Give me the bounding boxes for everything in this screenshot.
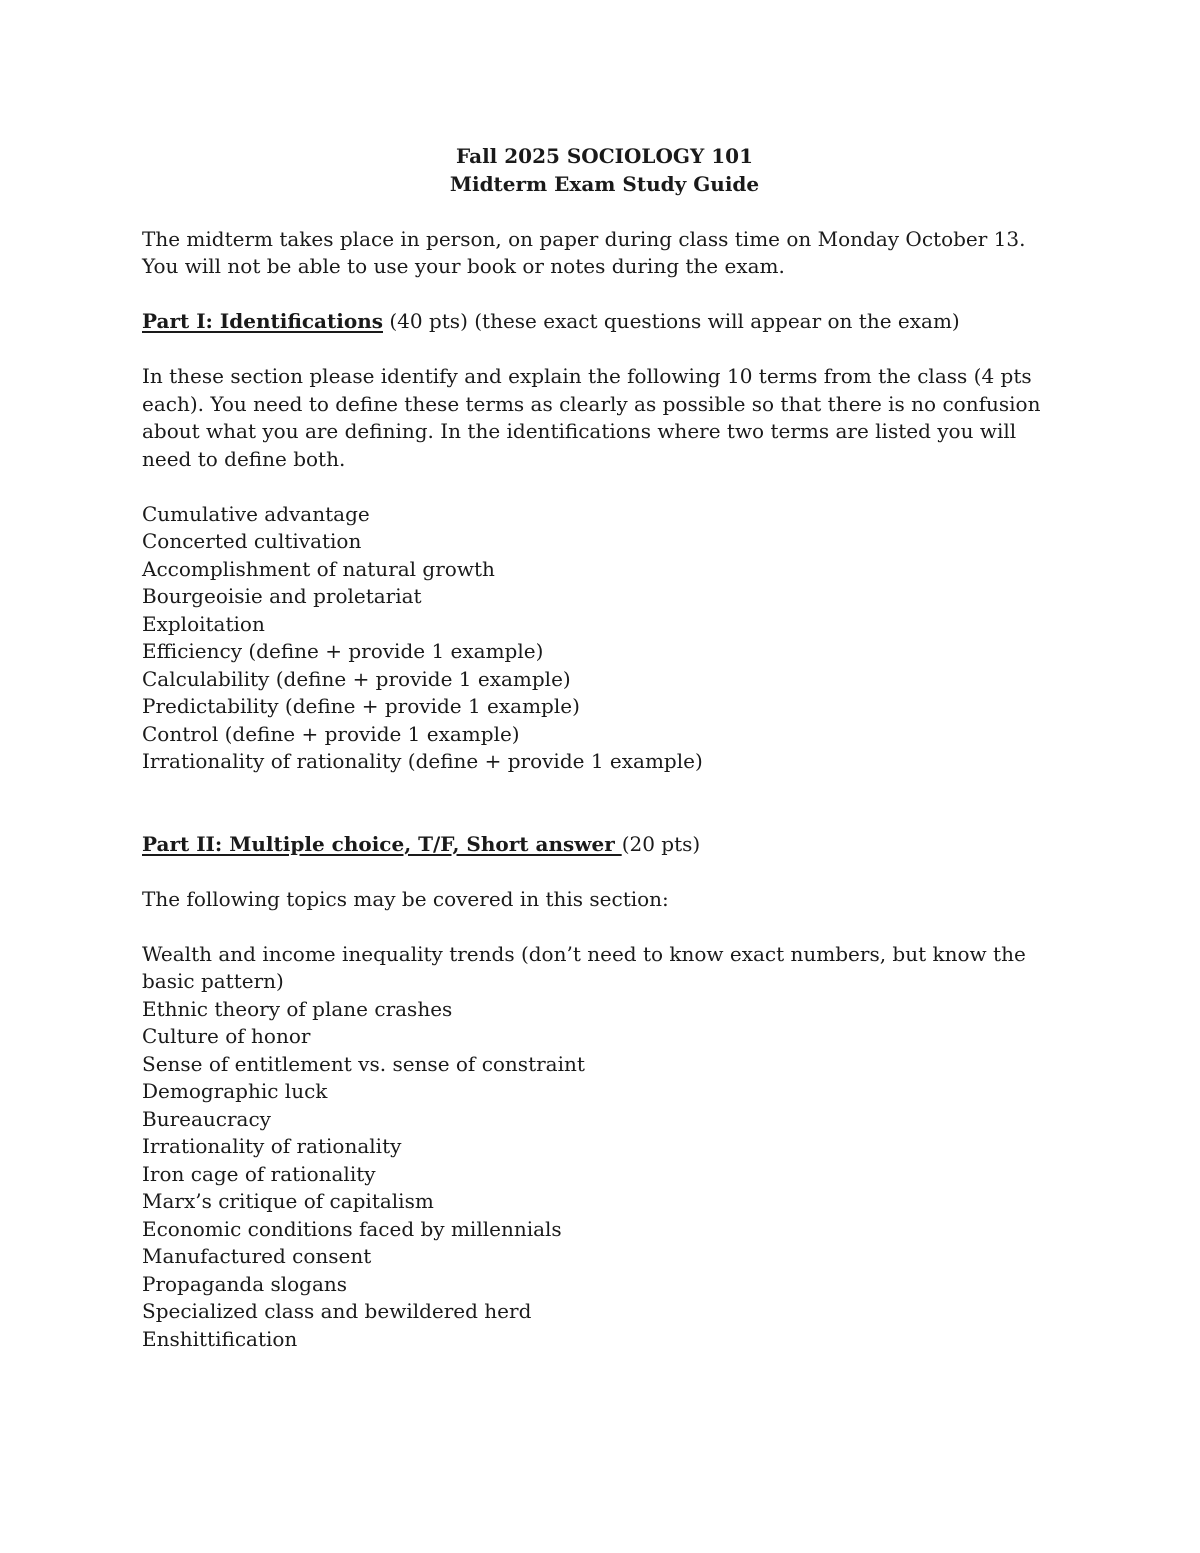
term-item: Accomplishment of natural growth bbox=[142, 556, 495, 581]
term-item: Calculability (define + provide 1 example) bbox=[142, 666, 571, 691]
topic-item: Propaganda slogans bbox=[142, 1271, 348, 1296]
part2-heading-note: (20 pts) bbox=[621, 831, 701, 856]
term-item: Efficiency (define + provide 1 example) bbox=[142, 639, 544, 663]
topic-item: Irrationality of rationality bbox=[142, 1134, 402, 1158]
part1-heading-title: Part I: Identifications bbox=[142, 309, 383, 333]
topic-item: Ethnic theory of plane crashes bbox=[142, 996, 453, 1021]
topic-item: Wealth and income inequality trends (don’t need to know exact numbers, but know the basic pattern) bbox=[142, 941, 1026, 993]
spacer bbox=[142, 473, 1067, 501]
spacer bbox=[142, 198, 1067, 226]
topic-item: Bureaucracy bbox=[142, 1106, 271, 1131]
part2-heading bbox=[142, 831, 1067, 859]
document-title: Midterm Exam Study Guide bbox=[449, 171, 760, 196]
spacer bbox=[142, 281, 1067, 309]
part2-topic-list bbox=[142, 941, 1067, 1354]
term-item: Predictability (define + provide 1 example) bbox=[142, 694, 580, 718]
term-item: Control (define + provide 1 example) bbox=[142, 721, 520, 746]
spacer bbox=[142, 858, 1067, 886]
term-item: Concerted cultivation bbox=[142, 529, 362, 553]
part1-heading bbox=[142, 308, 1067, 336]
part2-heading-title: Part II: Multiple choice, T/F, Short answer bbox=[142, 831, 622, 856]
spacer bbox=[142, 776, 1067, 831]
term-item: Irrationality of rationality (define + provide 1 example) bbox=[142, 749, 703, 773]
topic-item: Manufactured consent bbox=[142, 1244, 372, 1268]
spacer bbox=[142, 336, 1067, 364]
intro-paragraph: The midterm takes place in person, on paper during class time on Monday October 13. You will not be able to use your book or notes during the exam. bbox=[142, 226, 1026, 278]
spacer bbox=[142, 913, 1067, 941]
topic-item: Culture of honor bbox=[142, 1024, 311, 1048]
topic-item: Demographic luck bbox=[142, 1079, 328, 1103]
topic-item: Sense of entitlement vs. sense of constraint bbox=[142, 1051, 585, 1076]
document-body bbox=[142, 143, 1067, 1353]
part2-instructions: The following topics may be covered in this section: bbox=[142, 886, 669, 911]
part1-term-list bbox=[142, 501, 1067, 776]
term-item: Cumulative advantage bbox=[142, 501, 370, 526]
topic-item: Marx’s critique of capitalism bbox=[142, 1189, 434, 1213]
term-item: Exploitation bbox=[142, 611, 265, 636]
part1-heading-note: (40 pts) (these exact questions will appear on the exam) bbox=[383, 309, 960, 333]
topic-item: Economic conditions faced by millennials bbox=[142, 1216, 562, 1241]
term-item: Bourgeoisie and proletariat bbox=[142, 584, 422, 608]
topic-item: Specialized class and bewildered herd bbox=[142, 1299, 532, 1323]
topic-item: Iron cage of rationality bbox=[142, 1161, 376, 1186]
title-block bbox=[142, 143, 1067, 198]
part1-instructions: In these section please identify and explain the following 10 terms from the class (4 pts each). You need to define these terms as clearly as possible so that there is no confusion about what you are defining. In the identifications where two terms are listed you will need to define both. bbox=[142, 364, 1041, 471]
course-title: Fall 2025 SOCIOLOGY 101 bbox=[456, 144, 753, 168]
topic-item: Enshittification bbox=[142, 1326, 298, 1351]
